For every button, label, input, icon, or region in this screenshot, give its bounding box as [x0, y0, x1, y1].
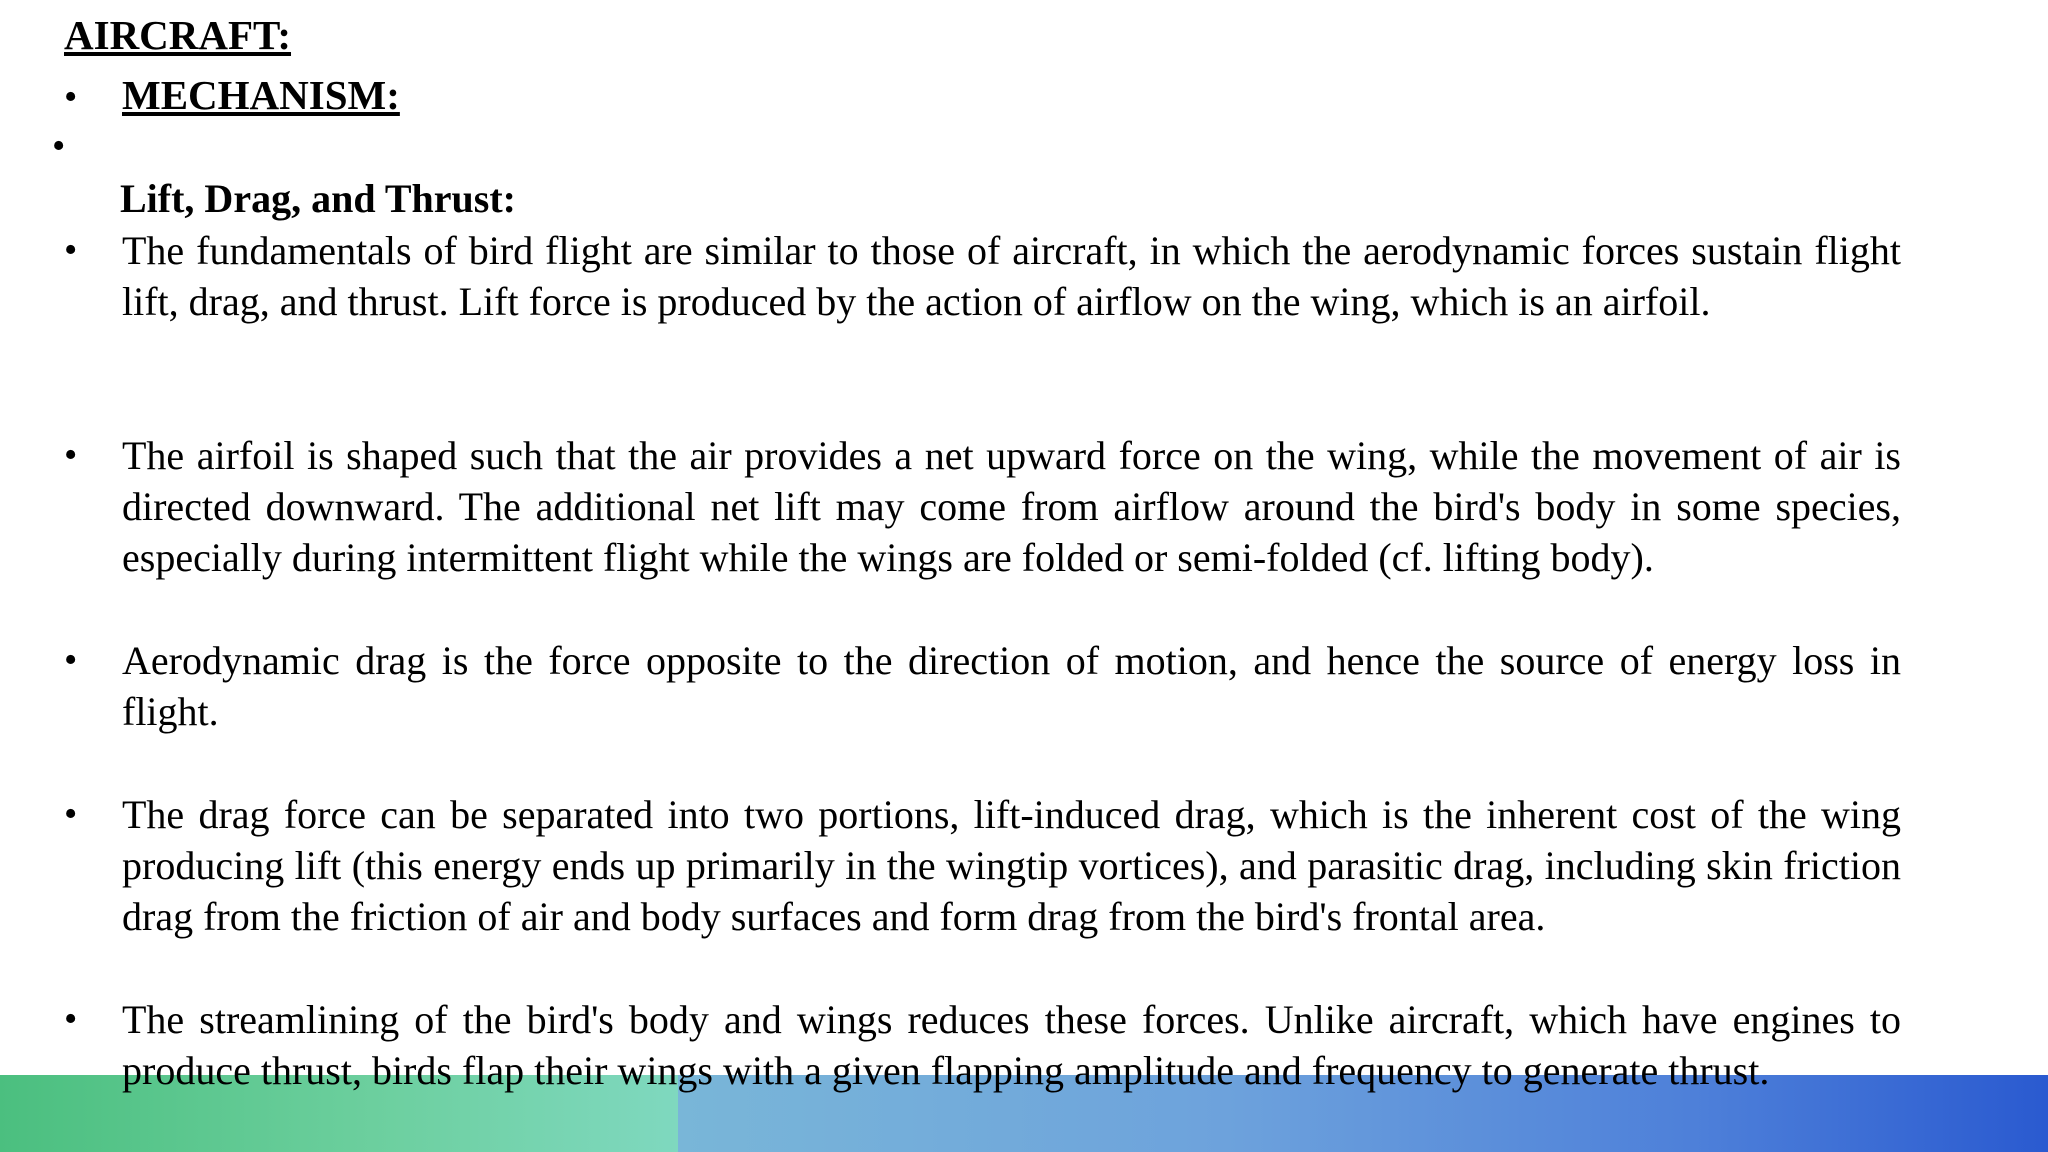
- bullet-marker: •: [64, 76, 78, 118]
- paragraph-aerodynamic-drag: Aerodynamic drag is the force opposite to the direction of motion, and hence the source of energy loss in flight.: [122, 638, 1901, 734]
- bullet-marker: •: [64, 639, 78, 681]
- paragraph-lift-fundamentals: The fundamentals of bird flight are similar to those of aircraft, in which the aerodynamic forces sustain flight lift, drag, and thrust. Lift force is produced by the action of airflow on the wing, which is an airfoil.: [122, 228, 1901, 324]
- paragraph-thrust-generation: The streamlining of the bird's body and wings reduces these forces. Unlike aircraft, which have engines to produce thrust, birds flap their wings with a given flapping amplitude and frequency to generate thrust.: [122, 997, 1901, 1093]
- bullet-marker: •: [64, 793, 78, 835]
- paragraph-drag-components: The drag force can be separated into two portions, lift-induced drag, which is the inherent cost of the wing producing lift (this energy ends up primarily in the wingtip vortices), and parasitic drag, including skin friction drag from the friction of air and body surfaces and form drag from the bird's frontal area.: [122, 792, 1901, 939]
- bullet-marker: •: [64, 998, 78, 1040]
- lift-drag-thrust-subheading: Lift, Drag, and Thrust:: [120, 176, 516, 221]
- bullet-marker: •: [52, 125, 66, 167]
- paragraph-airfoil-shape: The airfoil is shaped such that the air provides a net upward force on the wing, while the movement of air is directed downward. The additional net lift may come from airflow around the bird's body in some species, especially during intermittent flight while the wings are folded or semi-folded (cf. lifting body).: [122, 433, 1901, 580]
- mechanism-heading: MECHANISM:: [122, 72, 400, 118]
- slide-title: AIRCRAFT:: [64, 12, 292, 58]
- bullet-marker: •: [64, 229, 78, 271]
- bullet-marker: •: [64, 434, 78, 476]
